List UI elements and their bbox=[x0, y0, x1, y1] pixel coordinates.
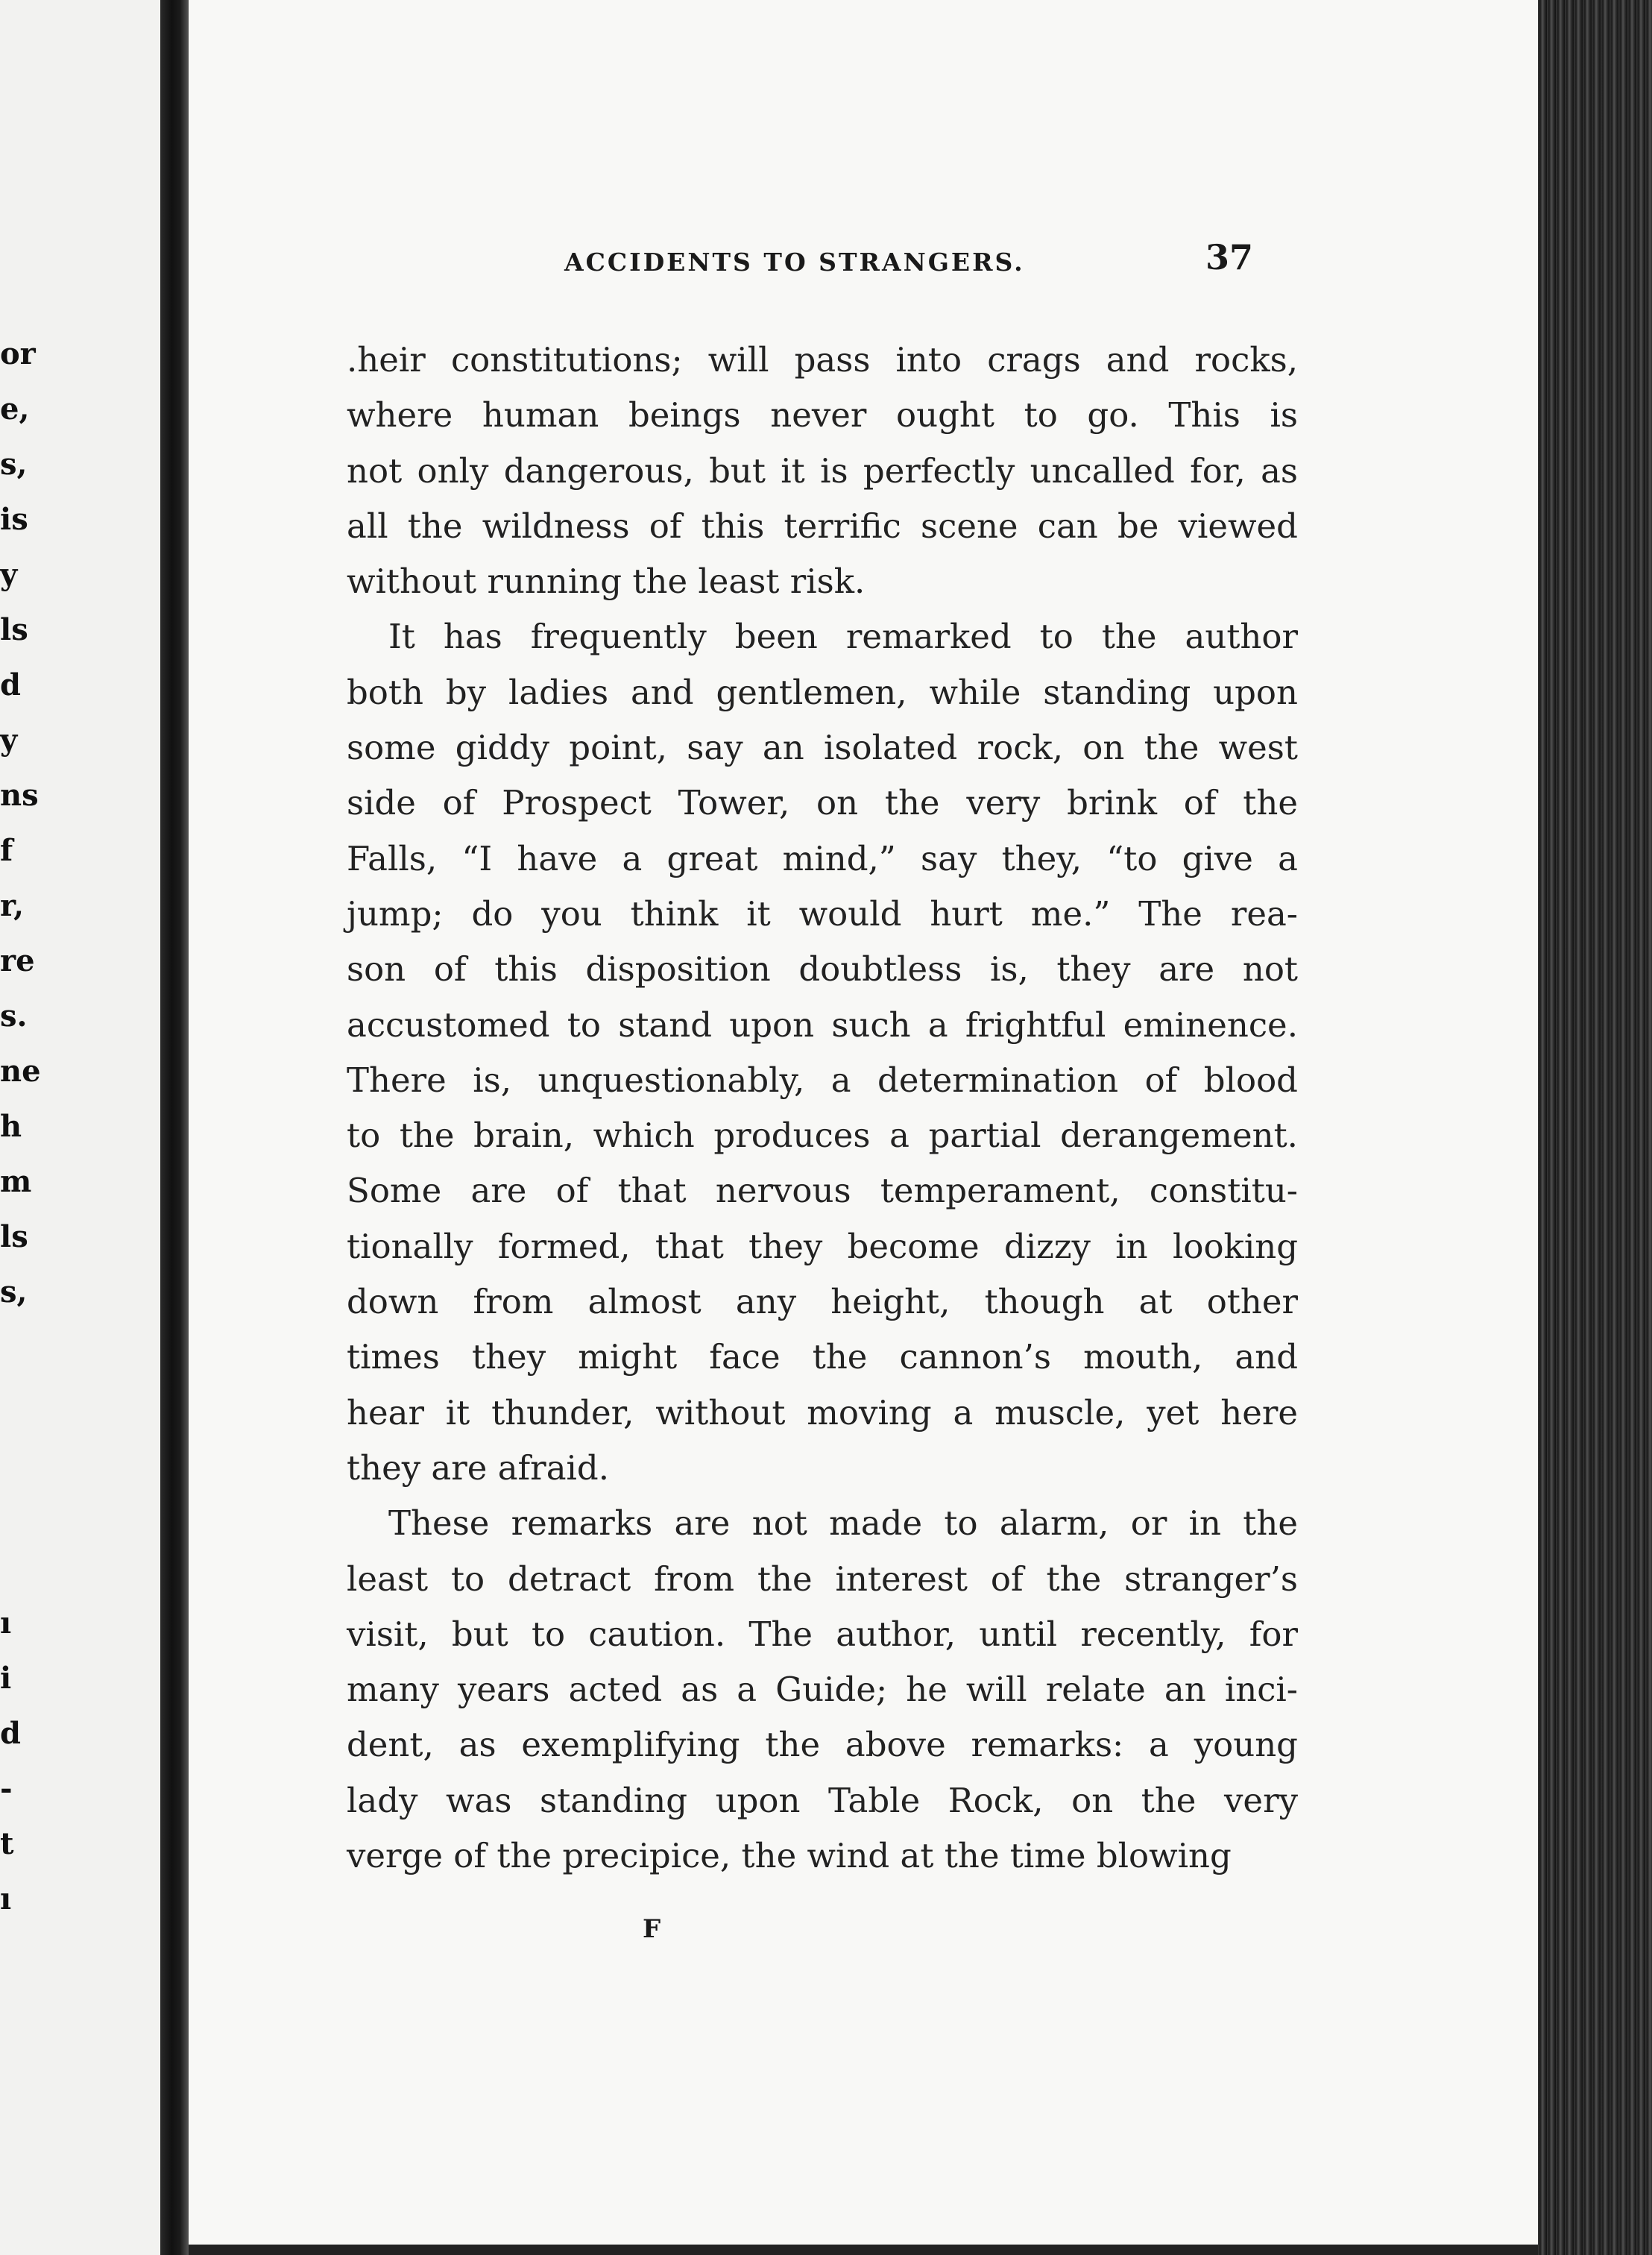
text-line: both by ladies and gentlemen, while standing upon bbox=[347, 672, 1298, 712]
facing-page-fragment: ı bbox=[0, 1605, 12, 1641]
text-line: side of Prospect Tower, on the very brink of the bbox=[347, 783, 1298, 823]
text-line: many years acted as a Guide; he will relate an inci- bbox=[347, 1670, 1298, 1710]
facing-page-fragment: i bbox=[0, 1661, 12, 1696]
text-line: they are afraid. bbox=[347, 1447, 610, 1488]
text-line: These remarks are not made to alarm, or in the bbox=[388, 1503, 1298, 1544]
facing-page-fragment: ne bbox=[0, 1054, 41, 1089]
facing-page-fragment: - bbox=[0, 1771, 13, 1806]
facing-page-fragment: ls bbox=[0, 1219, 28, 1254]
text-line: It has frequently been remarked to the author bbox=[388, 617, 1298, 657]
facing-page-fragment: s, bbox=[0, 1274, 28, 1309]
facing-page-fragment: r, bbox=[0, 888, 25, 923]
facing-page-fragment: s, bbox=[0, 447, 28, 482]
text-line: some giddy point, say an isolated rock, on the west bbox=[347, 728, 1298, 768]
book-fore-edge bbox=[1538, 0, 1652, 2255]
facing-page-fragment: ı bbox=[0, 1881, 12, 1916]
facing-page-fragment: y bbox=[0, 723, 18, 758]
book-gutter-shadow bbox=[160, 0, 189, 2255]
text-line: visit, but to caution. The author, until recently, for bbox=[347, 1614, 1298, 1654]
facing-page-fragment: ns bbox=[0, 778, 39, 813]
text-line: times they might face the cannon’s mouth, and bbox=[347, 1337, 1298, 1377]
paragraph bbox=[347, 1496, 1298, 1884]
text-line: to the brain, which produces a partial derangement. bbox=[347, 1116, 1298, 1156]
facing-page-fragment: y bbox=[0, 557, 18, 592]
text-line: tionally formed, that they become dizzy in looking bbox=[347, 1226, 1298, 1266]
text-line: Falls, “I have a great mind,” say they, “to give a bbox=[347, 838, 1298, 878]
page-number: 37 bbox=[1205, 237, 1254, 277]
text-line: verge of the precipice, the wind at the time blowing bbox=[347, 1836, 1232, 1876]
text-line: least to detract from the interest of the stranger’s bbox=[347, 1559, 1298, 1599]
text-line: hear it thunder, without moving a muscle, yet here bbox=[347, 1392, 1298, 1432]
signature-mark: F bbox=[643, 1914, 661, 1944]
text-line: down from almost any height, though at other bbox=[347, 1282, 1298, 1322]
facing-page-fragment: h bbox=[0, 1109, 22, 1144]
facing-page-fragment bbox=[0, 1430, 30, 1485]
text-line: lady was standing upon Table Rock, on the very bbox=[347, 1780, 1298, 1820]
text-line: accustomed to stand upon such a frightful eminence. bbox=[347, 1004, 1298, 1045]
facing-page-fragment: is bbox=[0, 502, 28, 537]
text-line: Some are of that nervous temperament, constitu- bbox=[347, 1171, 1298, 1211]
facing-page-text-fragments bbox=[0, 327, 41, 1927]
text-line: son of this disposition doubtless is, they are not bbox=[347, 949, 1298, 990]
facing-page-fragment: t bbox=[0, 1826, 14, 1861]
facing-page-fragment: s. bbox=[0, 998, 28, 1034]
page-header bbox=[564, 237, 1295, 282]
paragraph bbox=[347, 609, 1298, 1496]
facing-page-fragment: d bbox=[0, 1716, 21, 1751]
running-head: ACCIDENTS TO STRANGERS. bbox=[564, 248, 1025, 277]
text-line: dent, as exemplifying the above remarks: a young bbox=[347, 1725, 1298, 1765]
page-bottom-edge bbox=[189, 2245, 1538, 2255]
body-text bbox=[347, 333, 1298, 1884]
text-line: where human beings never ought to go. This is bbox=[347, 395, 1298, 435]
text-line: There is, unquestionably, a determination of blood bbox=[347, 1060, 1298, 1100]
facing-page-fragment: ls bbox=[0, 612, 28, 647]
facing-page-fragment: m bbox=[0, 1164, 32, 1199]
text-line: .heir constitutions; will pass into crags and rocks, bbox=[347, 340, 1298, 380]
text-line: all the wildness of this terrific scene can be viewed bbox=[347, 506, 1298, 546]
facing-page-fragment bbox=[0, 1375, 30, 1430]
facing-page-fragment: d bbox=[0, 667, 21, 702]
text-line: not only dangerous, but it is perfectly uncalled for, as bbox=[347, 450, 1298, 491]
facing-page-fragment: re bbox=[0, 943, 35, 978]
facing-page-fragment bbox=[0, 1541, 30, 1596]
text-line: jump; do you think it would hurt me.” The rea- bbox=[347, 893, 1298, 934]
facing-page-fragment: or bbox=[0, 336, 36, 371]
facing-page-fragment: e, bbox=[0, 391, 30, 427]
facing-page-fragment: f bbox=[0, 833, 13, 868]
facing-page bbox=[0, 0, 160, 2255]
paragraph bbox=[347, 333, 1298, 609]
text-line: without running the least risk. bbox=[347, 562, 866, 602]
facing-page-fragment bbox=[0, 1485, 30, 1541]
facing-page-fragment bbox=[0, 1320, 30, 1375]
